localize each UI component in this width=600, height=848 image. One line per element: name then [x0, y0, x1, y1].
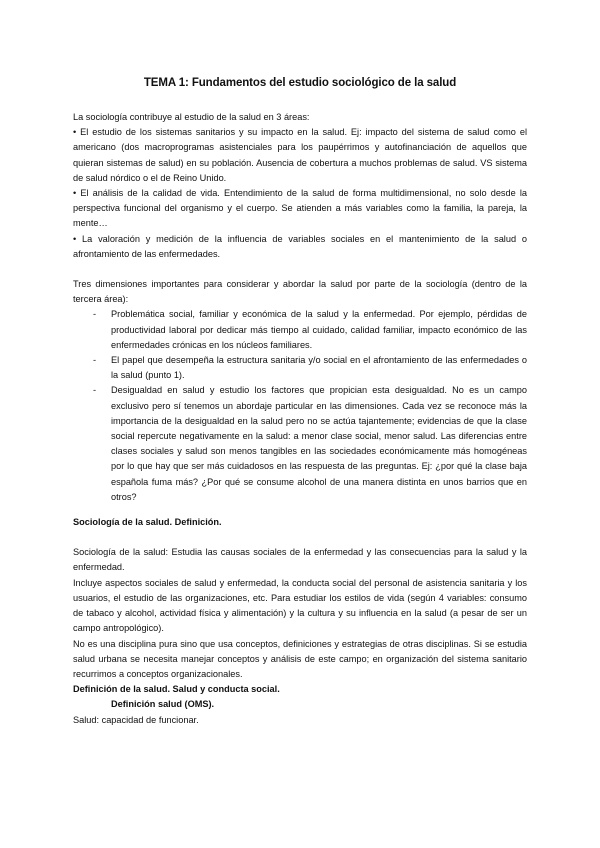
area-item: • La valoración y medición de la influencia de variables sociales en el mantenimiento de la salud o afrontamiento de las enfermedades. — [73, 233, 527, 259]
section-paragraph: No es una disciplina pura sino que usa conceptos, definiciones y estrategias de otras disciplinas. Si se estudia salud urbana se necesita manejar conceptos y análisis de este campo; en organización del sistema sanitario recurrimos a conceptos organizacionales. — [73, 638, 527, 679]
section-paragraph: Sociología de la salud: Estudia las causas sociales de la enfermedad y las consecuencias para la salud y la enfermedad. — [73, 547, 527, 573]
subheading: Definición de la salud. Salud y conducta social. — [73, 684, 280, 695]
last-line: Salud: capacidad de funcionar. — [73, 714, 199, 725]
list-item — [73, 383, 527, 505]
list-item-text: Desigualdad en salud y estudio los factores que propician esta desigualdad. No es un campo exclusivo pero sí tenemos un abordaje particular en las dimensiones. Cada vez se reconoce más la importancia de la desigualdad en la salud pero no se actúa tajantemente; evidencias de que la clase social repercute negativamente en la salud: a menor clase social, menor salud. Las diferencias entre clases sociales y salud son menos tangibles en las sociedades económicamente más homogéneas por lo que hay que ser más cuidadosos en las respuesta de las preguntas. Ej: ¿por qué la clase baja española fuma más? ¿Por qué se consume alcohol de una manera distinta en unos barrios que en otros? — [111, 385, 527, 502]
area-item: • El análisis de la calidad de vida. Entendimiento de la salud de forma multidimensional, no solo desde la perspectiva funcional del organismo y el cuerpo. Se atienden a más variables como la familia, la pareja, la mente… — [73, 188, 527, 229]
list-item — [73, 307, 527, 353]
area-item: • El estudio de los sistemas sanitarios y su impacto en la salud. Ej: impacto del sistema de salud como el americano (dos macroprogramas asistenciales para los paupérrimos y autofinanciación de aquellos que quieran sistemas de salud) en su población. Ausencia de cobertura a muchos problemas de salud. VS sistema de salud nórdico o el de Reino Unido. — [73, 127, 527, 183]
spacer — [73, 262, 527, 277]
list-item-text: El papel que desempeña la estructura sanitaria y/o social en el afrontamiento de las enfermedades o la salud (punto 1). — [111, 355, 527, 381]
list-item — [73, 353, 527, 383]
section-paragraph: Incluye aspectos sociales de salud y enfermedad, la conducta social del personal de asistencia sanitaria y los usuarios, el estudio de las organizaciones, etc. Para estudiar los estilos de vida (según 4 variables: consumo de tabaco y alcohol, actividad física y alimentación) y la cultura y su influencia en la salud (a pesar de ser un campo antropológico). — [73, 577, 527, 634]
dimensions-list — [73, 307, 527, 505]
intro-paragraph: La sociología contribuye al estudio de la salud en 3 áreas: — [73, 112, 310, 122]
page-title: TEMA 1: Fundamentos del estudio sociológico de la salud — [143, 77, 457, 89]
spacer — [73, 505, 527, 515]
dimensions-intro: Tres dimensiones importantes para considerar y abordar la salud por parte de la sociología (dentro de la tercera área): — [73, 279, 527, 305]
dash-bullet: - — [93, 309, 97, 320]
document-body — [73, 110, 527, 728]
list-item-text: Problemática social, familiar y económica de la salud y la enfermedad. Por ejemplo, pérdidas de productividad laboral por dedicar más tiempo al cuidado, calidad familiar, impacto económico de las enfermedades crónicas en los núcleos familiares. — [111, 309, 527, 350]
subheading-oms: Definición salud (OMS). — [111, 699, 215, 710]
dash-bullet: - — [93, 355, 97, 366]
dash-bullet: - — [93, 385, 97, 396]
section-heading: Sociología de la salud. Definición. — [73, 517, 222, 528]
spacer — [73, 530, 527, 545]
